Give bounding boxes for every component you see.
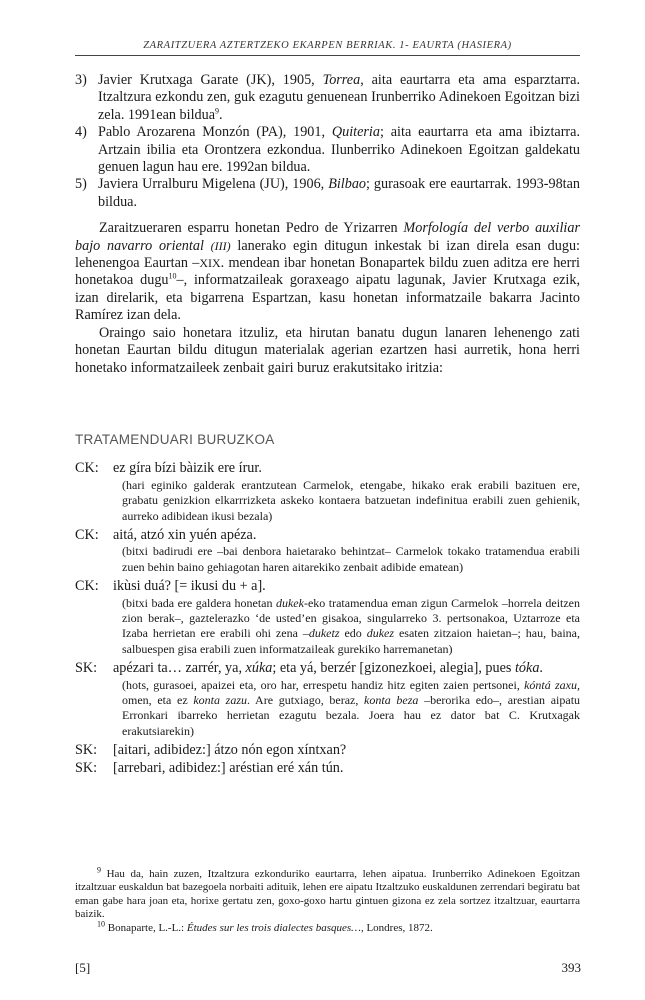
footnote-number: 10 bbox=[97, 918, 105, 928]
dialog-line bbox=[75, 578, 580, 595]
body-paragraph: Oraingo saio honetara itzuliz, eta hirutan banatu dugun lanaren lehenengo zati honetan Eaurtan bildu ditugun materialak agerian ezartzen hasi aurretik, hona herri honetako informatzaileek zenbait gairi buruz erakutsitako iritzia: bbox=[75, 324, 580, 376]
footnote-number: 9 bbox=[97, 865, 101, 875]
section-marker: [5] bbox=[75, 960, 91, 975]
speech: ikùsi duá? [= ikusi du + a]. bbox=[113, 578, 266, 595]
speech: [arrebari, adibidez:] aréstian eré xán tún. bbox=[113, 759, 344, 776]
item-text: Pablo Arozarena Monzón (PA), 1901, Quiteria; aita eaurtarra eta ama ibiztarra. Artzain ibilia eta Orontzera ezkondua. Ilunberriko Adinekoen Egoitzan galdekatu genuen lagun hau ere. 1992an bildua. bbox=[98, 124, 580, 176]
dialog-line bbox=[75, 760, 580, 777]
item-number: 4) bbox=[75, 124, 87, 141]
running-head: ZARAITZUERA AZTERTZEKO EKARPEN BERRIAK. 1- EAURTA (HASIERA) bbox=[143, 40, 512, 51]
dialog-line bbox=[75, 660, 580, 677]
dialog-line bbox=[75, 460, 580, 477]
speech: [aitari, adibidez:] átzo nón egon xíntxan? bbox=[113, 742, 347, 759]
informant-item bbox=[75, 72, 580, 124]
speech: ez gíra bízi bàizik ere írur. bbox=[113, 460, 262, 477]
item-number: 3) bbox=[75, 72, 87, 88]
dialog-note: (hari eginiko galderak erantzutean Carmelok, etengabe, hikako erak erabili bazituen ere, grabatu genizkion elkarrrizketa askeko kontaera batzuetan indefinitua erabili zuen gehienik, aurreko adibidean ikusi bezala) bbox=[122, 477, 580, 523]
dialog-note: (hots, gurasoei, apaizei eta, oro har, errespetu handiz hitz egiten zaien pertsonei, kóntá zaxu, omen, eta ez konta zazu. Are gutxiago, beraz, konta beza –berorika edo–, arestian aipatu Erronkari ibarreko herrietan ezagutu bezala. Joera hau ez dator bat C. Krutxagak erakutsiarekin) bbox=[122, 677, 581, 738]
informant-item bbox=[75, 176, 580, 211]
footnote: $^9$ Hau da, hain zuzen, Itzaltzura ezkonduriko eaurtarra, lehen aipatua. Irunberriko Adinekoen Egoitzan itzaltzuar euskaldun bat bazegoela norbaiti adituik, lehen ere aipatu Itzaltzuko euskaldunen zerrendari begiratu bat eman gabe hara joan eta, horixe gertatu zen, goxo-goxo hartu gintuen gizona ez zela sortzez itzaltzuar, eaurtarra baizik. bbox=[75, 865, 580, 921]
page-number: 393 bbox=[561, 960, 581, 975]
speaker: CK: bbox=[75, 460, 99, 477]
item-number: 5) bbox=[75, 176, 87, 193]
footnote: $^{10}$ Bonaparte, L.-L.: Études sur les trois dialectes basques…, Londres, 1872. bbox=[97, 918, 433, 934]
main-text bbox=[75, 72, 580, 777]
section-title: TRATAMENDUARI BURUZKOA bbox=[75, 431, 275, 447]
speaker: SK: bbox=[75, 742, 98, 759]
footnote-ref[interactable]: 9 bbox=[215, 106, 219, 116]
dialog-examples bbox=[75, 460, 580, 777]
speaker: SK: bbox=[75, 660, 98, 677]
item-text: Javiera Urralburu Migelena (JU), 1906, Bilbao; gurasoak ere eaurtarrak. 1993-98tan bildua. bbox=[98, 176, 581, 210]
item-text: Javier Krutxaga Garate (JK), 1905, Torrea, aita eaurtarra eta ama esparztarra. Itzaltzura ezkondu zen, guk ezagutu genuenean Irunberriko Adinekoen Egoitzan bizi zela. 1991ean bildua$^9$. bbox=[98, 72, 580, 123]
speech: apézari ta… zarrér, ya, xúka; eta yá, berzér [gizonezkoei, alegia], pues tóka. bbox=[113, 660, 543, 677]
dialog-note: (bitxi bada ere galdera honetan dukek-eko tratamendua eman zigun Carmelok –horrela deitzen zion berak–, gaztelerazko ‘de usted’en gisakoa, singularreko 3. pertsonakoa, Uztarroze eta Izaba herrietan ere erabili ohi zena –duketz edo dukez esaten zitzaion haietan–; hau, baina, salbuespen gisa erabili zuen informatzaileak gurekiko harremanetan) bbox=[122, 595, 581, 656]
speaker: CK: bbox=[75, 578, 99, 595]
header-rule bbox=[75, 55, 580, 56]
dialog-line bbox=[75, 742, 580, 759]
footnote-ref[interactable]: 10 bbox=[168, 271, 177, 281]
speaker: CK: bbox=[75, 526, 99, 543]
speaker: SK: bbox=[75, 759, 98, 776]
dialog-note: (bitxi badirudi ere –bai denbora haietarako behintzat– Carmelok tokako tratamendua erabili zuen behin baino gehiagotan haren aitarekiko zenbait adibide ematean) bbox=[122, 544, 580, 574]
informant-item bbox=[75, 124, 580, 176]
speech: aitá, atzó xin yuén apéza. bbox=[113, 526, 257, 543]
body-paragraph: Zaraitzueraren esparru honetan Pedro de Yrizarren Morfología del verbo auxiliar bajo navarro oriental (III) lanerako egin ditugun inkestak bi izan direla esan dugu: lehenengoa Eaurtan –XIX. mendean ibar honetan Bonapartek bildu zuen aditza ere herri honetakoa dugu$^{10}$–, informatzaileak goraxeago aipatu lagunak, Javier Krutxaga ezik, izan direlarik, eta bigarrena Espartzan, kasu honetan informatzaile bakarra Jacinto Ramírez izan dela. bbox=[75, 220, 581, 324]
footnotes bbox=[75, 865, 580, 935]
dialog-line bbox=[75, 527, 580, 544]
informant-list bbox=[75, 72, 580, 211]
